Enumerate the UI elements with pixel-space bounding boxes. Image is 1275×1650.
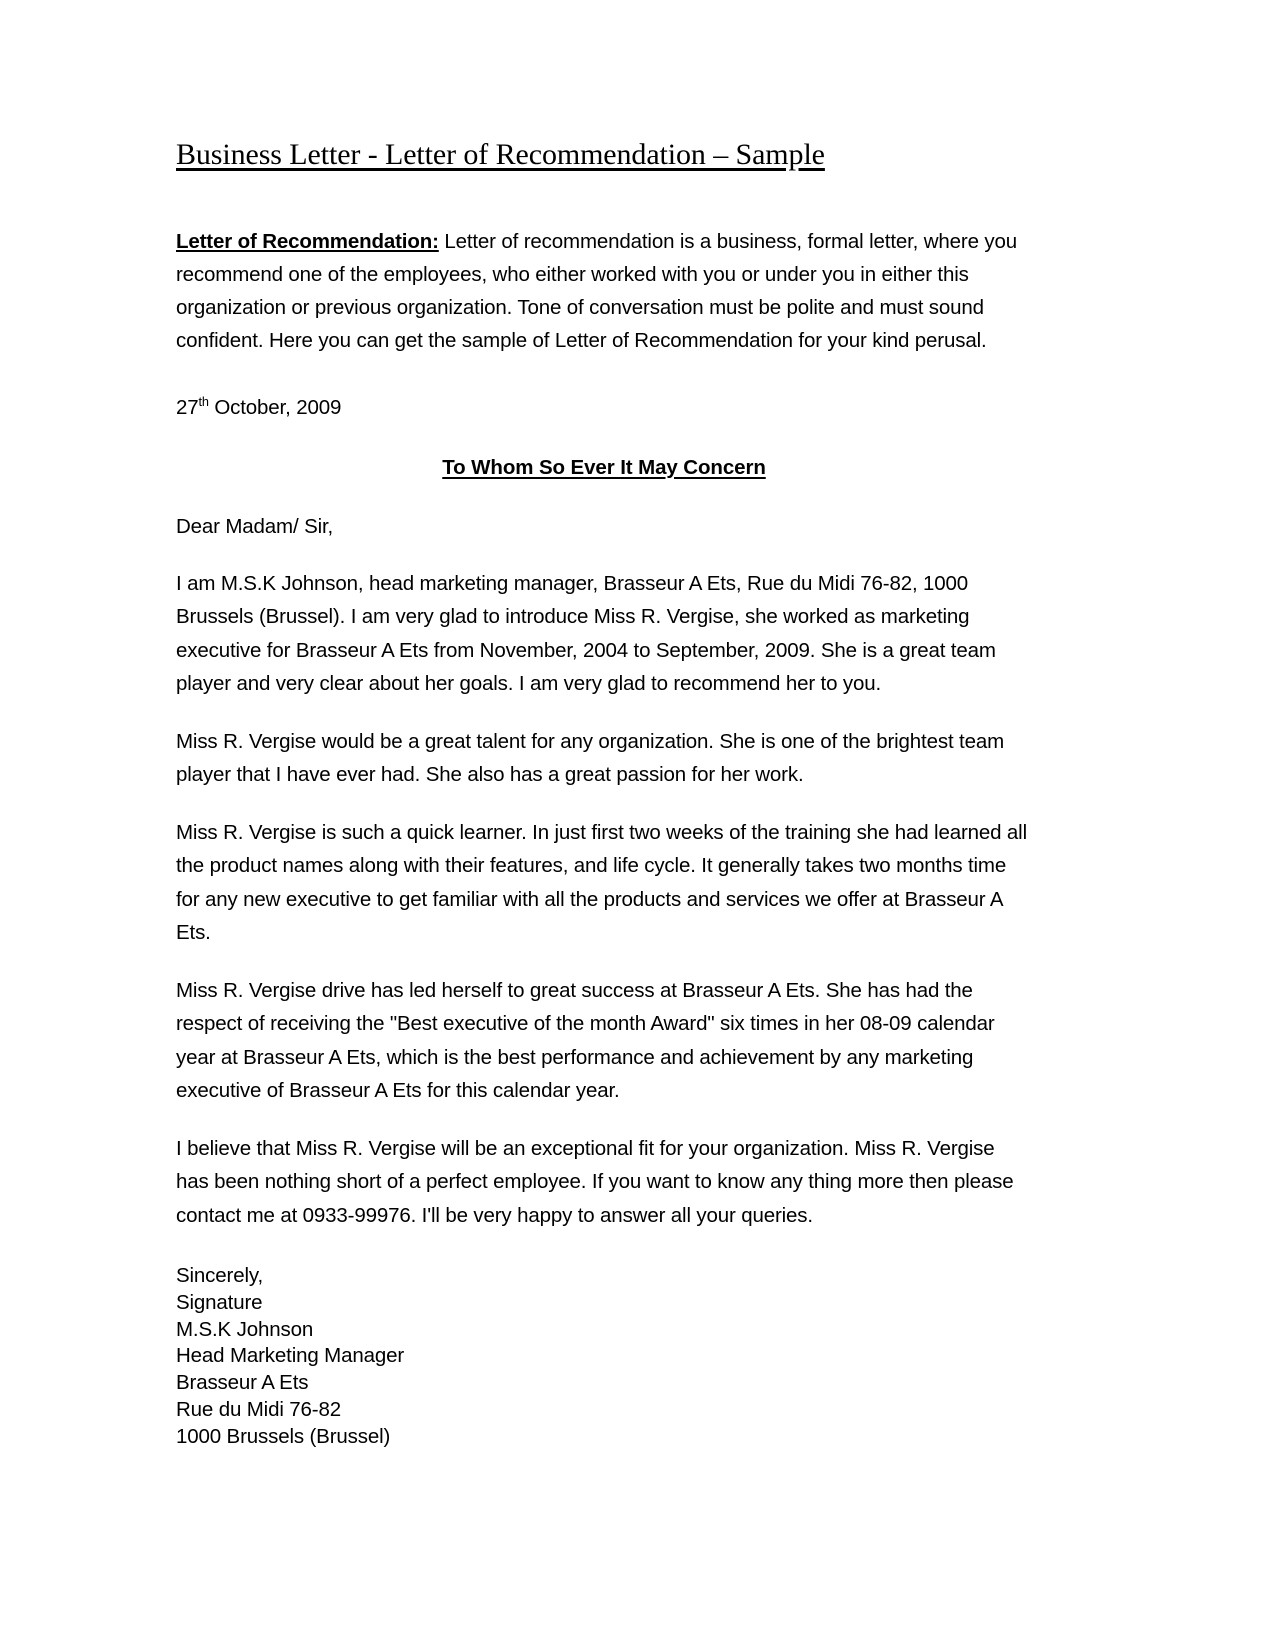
body-paragraph-1: I am M.S.K Johnson, head marketing manager, Brasseur A Ets, Rue du Midi 76-82, 1000 Brussels (Brussel). I am very glad to introduce Miss R. Vergise, she worked as marketing executive for Brasseur A Ets from November, 2004 to September, 2009. She is a great team player and very clear about her goals. I am very glad to recommend her to you. [176, 571, 996, 695]
closing-line: Rue du Midi 76-82 [176, 1397, 341, 1421]
intro-text: Letter of recommendation is a business, formal letter, where you recommend one of the employees, who either worked with you or under you in either this organization or previous organization. Tone of conversation must be polite and must sound confident. Here you can get the sample of Letter of Recommendation for your kind perusal. [176, 229, 1017, 352]
closing-line: Brasseur A Ets [176, 1371, 309, 1395]
date-rest: October, 2009 [208, 395, 342, 419]
closing-line: Sincerely, [176, 1264, 263, 1287]
letter-date [176, 357, 1032, 424]
closing-line: Signature [176, 1290, 263, 1314]
closing-line: 1000 Brussels (Brussel) [176, 1424, 391, 1448]
date-ordinal-suffix: th [198, 393, 209, 409]
letter-body [176, 0, 1032, 1451]
body-paragraph-5: I believe that Miss R. Vergise will be an exceptional fit for your organization. Miss R. Vergise has been nothing short of a perfect employee. If you want to know any thing more then please contact me at 0933-99976. I'll be very happy to answer all your queries. [176, 1136, 1014, 1227]
closing-block [176, 1232, 1032, 1451]
intro-label: Letter of Recommendation: [176, 229, 439, 253]
body-paragraph-2: Miss R. Vergise would be a great talent for any organization. She is one of the brightest team player that I have ever had. She also has a great passion for her work. [176, 729, 1005, 786]
closing-line: M.S.K Johnson [176, 1317, 314, 1341]
subject-heading [176, 424, 1032, 484]
page-title: Business Letter - Letter of Recommendation – Sample [176, 138, 825, 171]
date-day: 27 [176, 395, 199, 419]
intro-paragraph [176, 173, 1032, 357]
subject-heading-text: To Whom So Ever It May Concern [442, 455, 766, 479]
greeting-line: Dear Madam/ Sir, [176, 514, 334, 538]
body-paragraph-3: Miss R. Vergise is such a quick learner. In just first two weeks of the training she had learned all the product names along with their features, and life cycle. It generally takes two months time for any new executive to get familiar with all the products and services we offer at Brasseur A Ets. [176, 820, 1027, 944]
closing-line: Head Marketing Manager [176, 1344, 405, 1368]
body-paragraph-4: Miss R. Vergise drive has led herself to great success at Brasseur A Ets. She has had the respect of receiving the "Best executive of the month Award" six times in her 08-09 calendar year at Brasseur A Ets, which is the best performance and achievement by any marketing executive of Brasseur A Ets for this calendar year. [176, 978, 995, 1102]
